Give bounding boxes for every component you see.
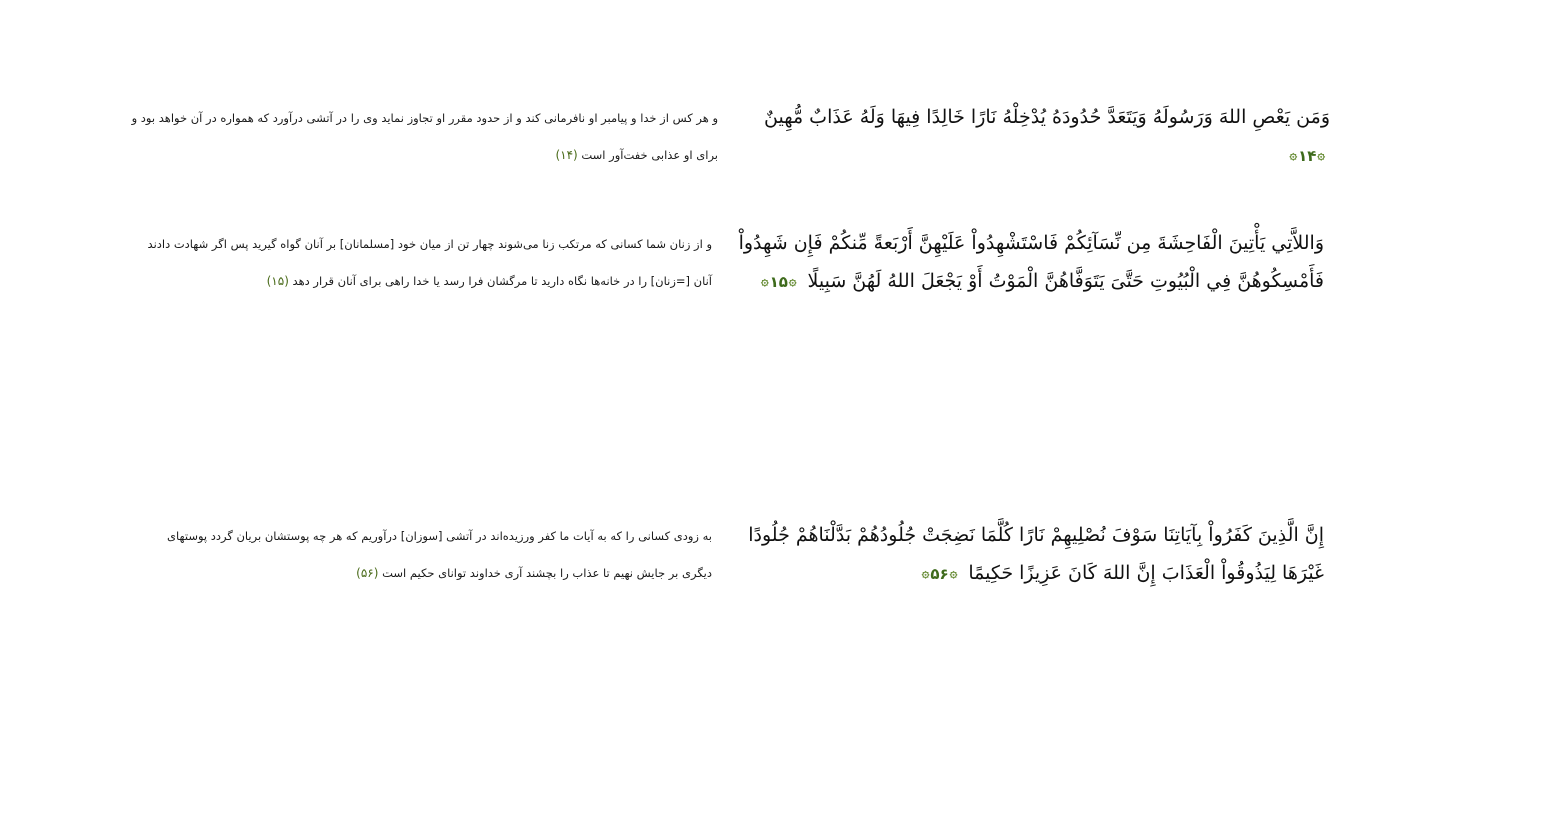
translation-number: (۱۵) (266, 274, 289, 288)
ayah-number: ۱۵ (769, 273, 788, 291)
translation-number: (۱۴) (555, 148, 578, 162)
arabic-verse-text: وَاللاَّتِي يَأْتِينَ الْفَاحِشَةَ مِن نِّسَآئِكُمْ فَاسْتَشْهِدُواْ عَلَيْهِنَّ أَرْبَعةً مِّنكُمْ فَإِن شَهِدُواْ فَأَمْسِكُوهُنَّ فِي الْبُيُوتِ حَتَّىَ يَتَوَفَّاهُنَّ الْمَوْتُ أَوْ يَجْعَلَ اللهُ لَهُنَّ سَبِيلًا (738, 232, 1324, 292)
persian-translation (162, 518, 712, 592)
ayah-number-marker: ۞ ۱۵ ۞ (760, 263, 798, 301)
translation-text: و از زنان شما کسانى که مرتکب زنا مى‌شوند چهار تن از میان خود [مسلمانان] بر آنان گواه گیرید پس اگر شهادت دادند آنان [=زنان] را در خانه‌ها نگاه دارید تا مرگشان فرا رسد یا خدا راهى براى آنان قرار دهد (147, 237, 712, 288)
ayah-number-marker: ۞ ۵۶ ۞ (921, 555, 959, 593)
ayah-number-marker: ۞ ۱۴ ۞ (1288, 137, 1326, 175)
arabic-verse (734, 516, 1324, 593)
arabic-verse-text: وَمَن يَعْصِ اللهَ وَرَسُولَهُ وَيَتَعَدَّ حُدُودَهُ يُدْخِلْهُ نَارًا خَالِدًا فِيهَا وَلَهُ عَذَابٌ مُّهِينٌ (764, 106, 1330, 128)
translation-number: (۵۶) (356, 566, 379, 580)
ayah-number: ۵۶ (930, 565, 949, 583)
translation-text: و هر کس از خدا و پیامبر او نافرمانى کند و از حدود مقرر او تجاوز نماید وى را در آتشى درآورد که همواره در آن خواهد بود و براى او عذابى خفت‌آور است (131, 111, 718, 162)
arabic-verse (730, 98, 1330, 175)
arabic-verse-text: إِنَّ الَّذِينَ كَفَرُواْ بِآيَاتِنَا سَوْفَ نُصْلِيهِمْ نَارًا كُلَّمَا نَضِجَتْ جُلُودُهُمْ بَدَّلْنَاهُمْ جُلُودًا غَيْرَهَا لِيَذُوقُواْ الْعَذَابَ إِنَّ اللهَ كَانَ عَزِيزًا حَكِيمًا (748, 524, 1324, 584)
ayah-number: ۱۴ (1298, 147, 1317, 165)
translation-text: به زودى کسانى را که به آیات ما کفر ورزیده‌اند در آتشى [سوزان] درآوریم که هر چه پوستشان بریان گردد پوستهاى دیگرى بر جایش نهیم تا عذاب را بچشند آرى خداوند تواناى حکیم است (167, 529, 712, 580)
persian-translation (128, 100, 718, 174)
persian-translation (132, 226, 712, 300)
arabic-verse (734, 224, 1324, 301)
